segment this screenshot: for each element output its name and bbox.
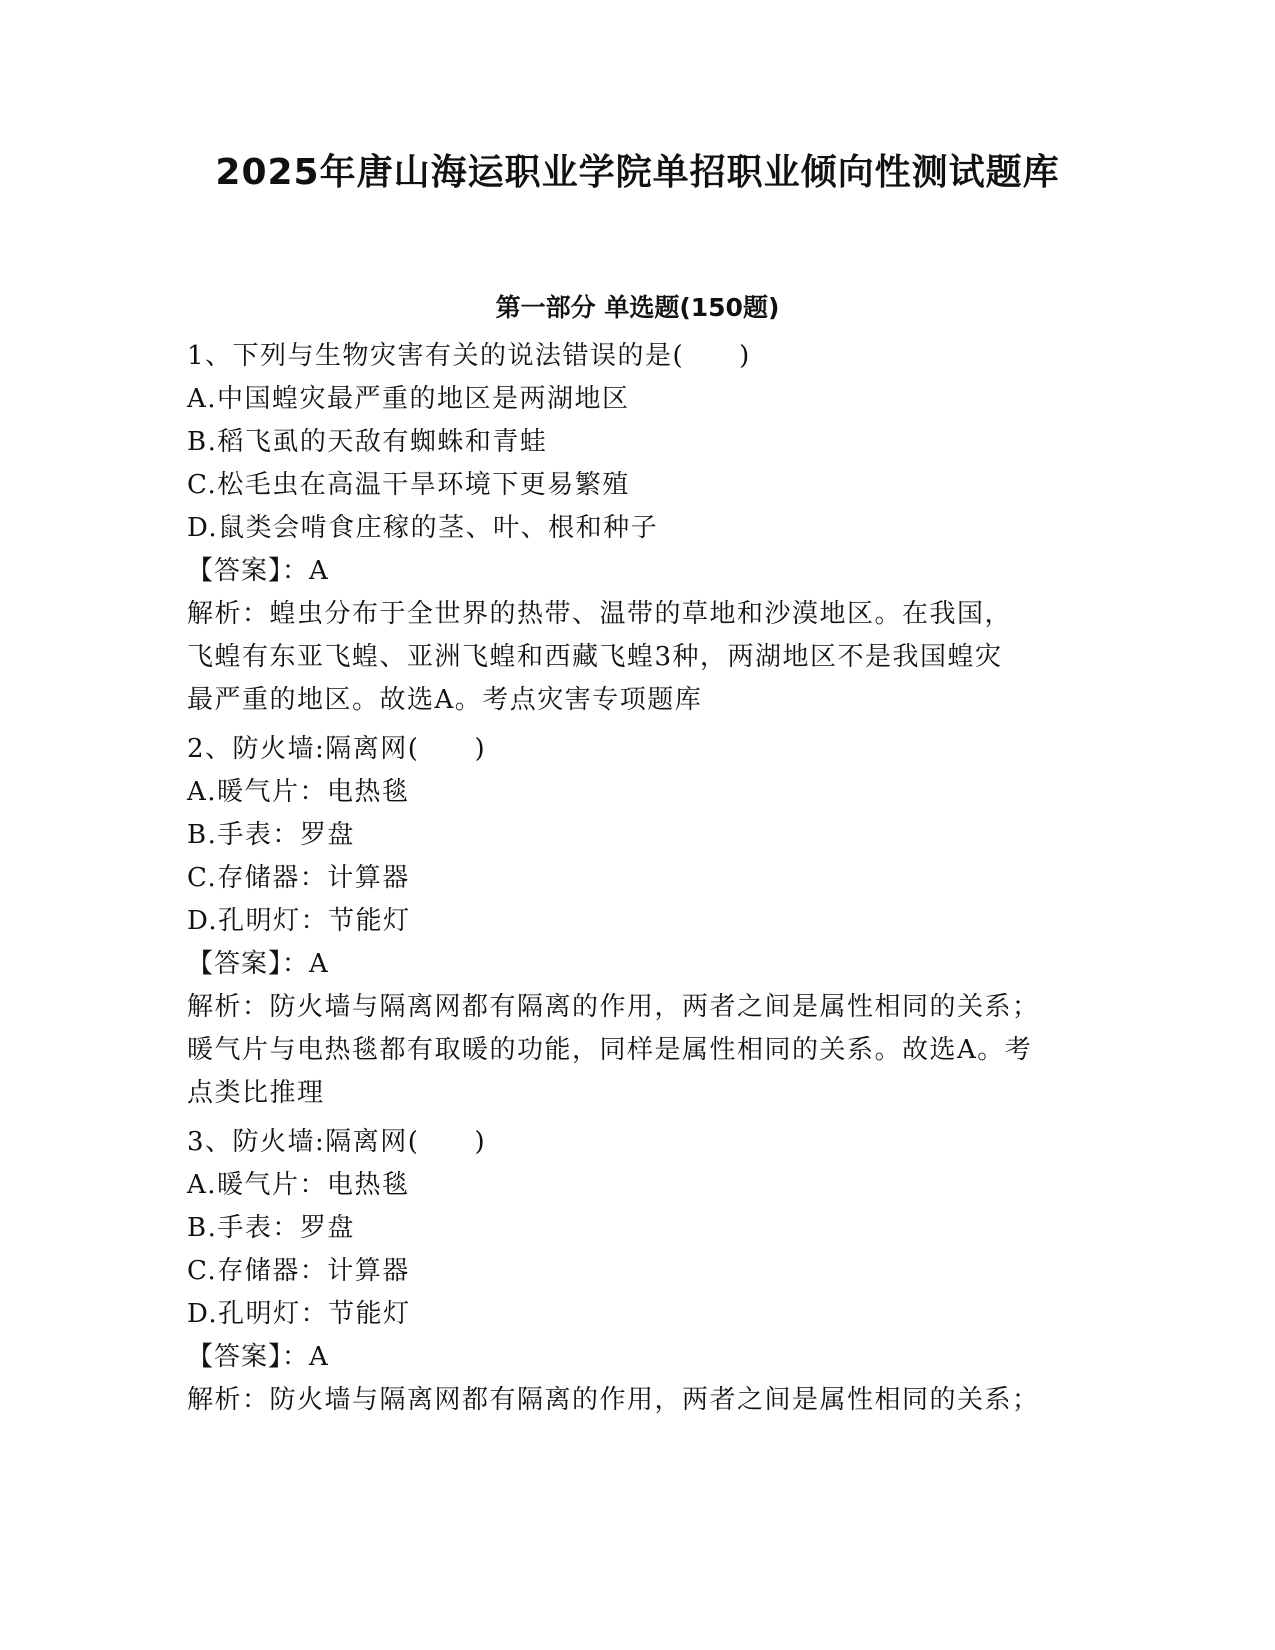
analysis-line: 解析：防火墙与隔离网都有隔离的作用，两者之间是属性相同的关系； — [187, 992, 1040, 1022]
question-2 — [187, 728, 1087, 1115]
option-b: B.手表：罗盘 — [187, 1213, 355, 1243]
option-c: C.存储器：计算器 — [187, 863, 410, 893]
option-d: D.孔明灯：节能灯 — [187, 906, 411, 936]
option-a: A.暖气片：电热毯 — [187, 777, 410, 807]
question-1 — [187, 335, 1087, 722]
section-heading: 第一部分 单选题(150题) — [495, 293, 780, 322]
option-a: A.中国蝗灾最严重的地区是两湖地区 — [187, 384, 630, 414]
option-a: A.暖气片：电热毯 — [187, 1170, 410, 1200]
option-c: C.存储器：计算器 — [187, 1256, 410, 1286]
option-b: B.手表：罗盘 — [187, 820, 355, 850]
option-c: C.松毛虫在高温干旱环境下更易繁殖 — [187, 470, 630, 500]
analysis-line: 最严重的地区。故选A。考点灾害专项题库 — [187, 685, 703, 715]
option-d: D.孔明灯：节能灯 — [187, 1299, 411, 1329]
question-stem: 2、防火墙:隔离网( ) — [187, 734, 487, 764]
analysis-line: 解析：蝗虫分布于全世界的热带、温带的草地和沙漠地区。在我国， — [187, 599, 1013, 629]
analysis-line: 解析：防火墙与隔离网都有隔离的作用，两者之间是属性相同的关系； — [187, 1385, 1040, 1415]
analysis-line: 暖气片与电热毯都有取暖的功能，同样是属性相同的关系。故选A。考 — [187, 1035, 1033, 1065]
analysis-line: 点类比推理 — [187, 1078, 325, 1108]
analysis-line: 飞蝗有东亚飞蝗、亚洲飞蝗和西藏飞蝗3种，两湖地区不是我国蝗灾 — [187, 642, 1003, 672]
question-stem: 3、防火墙:隔离网( ) — [187, 1127, 487, 1157]
option-b: B.稻飞虱的天敌有蜘蛛和青蛙 — [187, 427, 548, 457]
document-title: 2025年唐山海运职业学院单招职业倾向性测试题库 — [215, 152, 1060, 193]
answer: 【答案】：A — [187, 556, 329, 586]
question-stem: 1、下列与生物灾害有关的说法错误的是( ) — [187, 341, 751, 371]
option-d: D.鼠类会啃食庄稼的茎、叶、根和种子 — [187, 513, 659, 543]
answer: 【答案】：A — [187, 949, 329, 979]
answer: 【答案】：A — [187, 1342, 329, 1372]
question-3 — [187, 1121, 1087, 1422]
